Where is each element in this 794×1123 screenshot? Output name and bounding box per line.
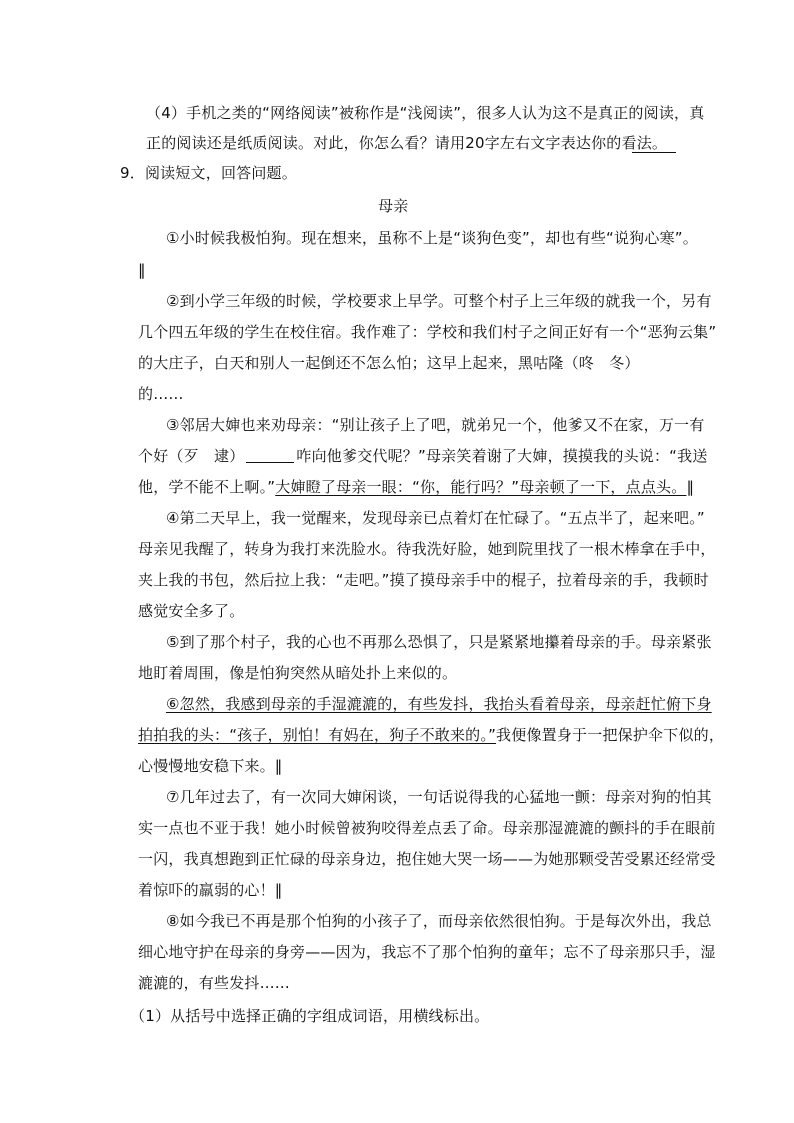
paragraph-6-line-3: 心慢慢地安稳下来。‖ xyxy=(138,757,283,775)
paragraph-8-line-2: 细心地守护在母亲的身旁——因为，我忘不了那个怕狗的童年；忘不了母亲那只手，湿 xyxy=(138,943,716,961)
question-8-4-text: 正的阅读还是纸质阅读。对此，你怎么看？请用20字左右文字表达你的看法。 xyxy=(146,134,668,152)
underlined-sentence: 拍拍我的头：“孩子，别怕！有妈在，狗子不敢来的。” xyxy=(138,726,497,744)
paragraph-3-line-1: ③邻居大婶也来劝母亲：“别让孩子上了吧，就弟兄一个，他爹又不在家，万一有 xyxy=(166,416,705,434)
paragraph-3-text-b: 咋向他爹交代呢？”母亲笑着谢了大婶，摸摸我的头说：“我送 xyxy=(296,447,708,465)
paragraph-7-line-4: 着惊吓的羸弱的心！‖ xyxy=(138,881,283,899)
paragraph-4-line-2: 母亲见我醒了，转身为我打来洗脸水。待我洗好脸，她到院里找了一根木棒拿在手中， xyxy=(138,540,716,558)
paragraph-8-line-3: 漉漉的，有些发抖…… xyxy=(138,974,291,992)
question-9-prompt: 9．阅读短文，回答问题。 xyxy=(120,164,297,182)
underlined-sentence: 大婶瞪了母亲一眼：“你，能行吗？”母亲顿了一下，点点头。 xyxy=(275,478,687,496)
section-mark: ‖ xyxy=(686,478,695,496)
paragraph-2-line-3: 的大庄子，白天和别人一起倒还不怎么怕；这早上起来，黑咕隆（咚 冬） xyxy=(138,354,640,372)
paragraph-4-line-4: 感觉安全多了。 xyxy=(138,602,245,620)
paragraph-3-line-3 xyxy=(138,477,694,497)
paragraph-2-line-2: 几个四五年级的学生在校住宿。我作难了：学校和我们村子之间正好有一个“恶狗云集” xyxy=(138,323,717,341)
paragraph-2-line-1: ②到小学三年级的时候，学校要求上早学。可整个村子上三年级的就我一个，另有 xyxy=(166,292,712,310)
paragraph-7-line-3: 一闪，我真想跑到正忙碌的母亲身边，抱住她大哭一场——为她那颗受苦受累还经常受 xyxy=(138,850,716,868)
paragraph-7-line-2: 实一点也不亚于我！她小时候曾被狗咬得差点丢了命。母亲那湿漉漉的颤抖的手在眼前 xyxy=(138,819,716,837)
paragraph-6-text: 我便像置身于一把保护伞下似的， xyxy=(496,726,725,744)
paragraph-6-line-2 xyxy=(138,725,724,745)
passage-title: 母亲 xyxy=(378,197,409,215)
paragraph-3-line-2 xyxy=(138,446,708,466)
paragraph-4-line-3: 夹上我的书包，然后拉上我：“走吧。”摸了摸母亲手中的棍子，拉着母亲的手，我顿时 xyxy=(138,571,709,589)
paragraph-1-line-1: ①小时候我极怕狗。现在想来，虽称不上是“谈狗色变”，却也有些“说狗心寒”。 xyxy=(166,229,698,247)
paragraph-3-text-a: 个好（歹 逮） xyxy=(138,447,245,465)
paragraph-1-line-2: ‖ xyxy=(138,261,146,279)
paragraph-7-line-1: ⑦几年过去了，有一次同大婶闲谈，一句话说得我的心猛地一颤：母亲对狗的怕其 xyxy=(166,788,712,806)
question-8-4-line-2 xyxy=(146,133,667,153)
paragraph-6-line-1: ⑥忽然，我感到母亲的手湿漉漉的，有些发抖，我抬头看着母亲，母亲赶忙俯下身 xyxy=(166,695,712,713)
question-8-4-line-1: （4）手机之类的“网络阅读”被称作是“浅阅读”，很多人认为这不是真正的阅读，真 xyxy=(146,104,705,122)
answer-blank[interactable] xyxy=(632,137,676,153)
paragraph-5-line-1: ⑤到了那个村子，我的心也不再那么恐惧了，只是紧紧地攥着母亲的手。母亲紧张 xyxy=(166,633,712,651)
paragraph-3-text-c: 他，学不能不上啊。” xyxy=(138,478,276,496)
paragraph-8-line-1: ⑧如今我已不再是那个怕狗的小孩子了，而母亲依然很怕狗。于是每次外出，我总 xyxy=(166,912,712,930)
sub-question-1: （1）从括号中选择正确的字组成词语，用横线标出。 xyxy=(130,1007,490,1025)
answer-blank[interactable] xyxy=(246,447,294,463)
paragraph-5-line-2: 地盯着周围，像是怕狗突然从暗处扑上来似的。 xyxy=(138,664,458,682)
paragraph-4-line-1: ④第二天早上，我一觉醒来，发现母亲已点着灯在忙碌了。“五点半了，起来吧。” xyxy=(166,509,705,527)
paragraph-2-line-4: 的…… xyxy=(138,385,184,403)
